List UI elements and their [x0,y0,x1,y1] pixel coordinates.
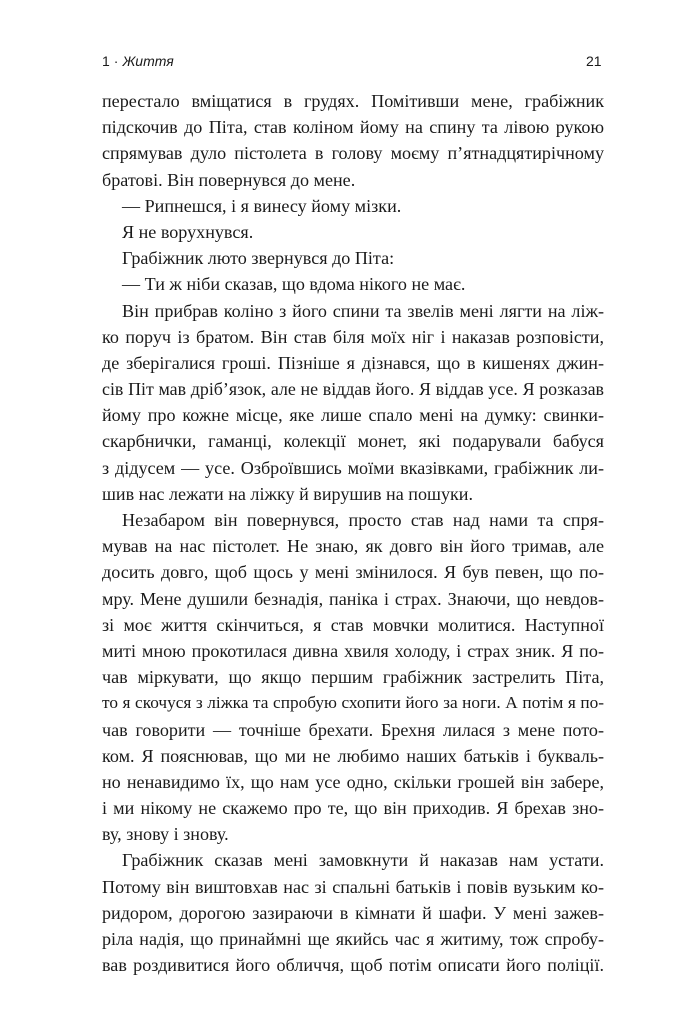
running-head [102,53,174,69]
text-line: підскочив до Піта, став коліном йому на спину та лівою рукою [102,117,604,138]
text-line: — Ти ж ніби сказав, що вдома нікого не має. [122,274,466,295]
text-line: де зберігалися гроші. Пізніше я дізнався, що в кишенях джин- [102,352,604,373]
text-line: ко поруч із братом. Він став біля моїх ніг і наказав розповісти, [102,326,604,347]
text-line: скарбнички, гаманці, колекції монет, які подарували бабуся [102,431,604,452]
text-line: ву, знову і знову. [102,824,229,845]
text-line: з дідусем — усе. Озброївшись моїми вказівками, грабіжник ли- [102,457,604,478]
chapter-number: 1 [102,53,110,69]
text-line: шив нас лежати на ліжку й вирушив на пошуки. [102,483,474,504]
text-line: то я скочуся з ліжка та спробую схопити його за ноги. А потім я по- [102,693,604,713]
text-line: Незабаром він повернувся, просто став над нами та спря- [122,510,604,530]
text-line: — Рипнешся, і я винесу йому мізки. [122,195,402,216]
text-line: ком. Я пояснював, що ми не любимо наших батьків і букваль- [102,745,604,766]
text-line: но ненавидимо їх, що нам усе одно, скільки грошей він забере, [102,771,604,792]
text-line: мував на нас пістолет. Не знаю, як довго він його тримав, але [102,536,604,557]
text-line: мру. Мене душили безнадія, паніка і страх. Знаючи, що невдов- [102,588,604,609]
header-separator: · [113,53,119,69]
text-line: чав говорити — точніше брехати. Брехня лилася з мене пото- [102,719,604,740]
text-line: Я не ворухнувся. [122,221,254,242]
text-line: Грабіжник сказав мені замовкнути й наказав нам устати. [122,850,604,871]
text-line: ріла надія, що принаймні ще якийсь час я житиму, тож спробу- [102,929,604,949]
text-line: сів Піт мав дріб’язок, але не віддав його. Я віддав усе. Я розказав [102,379,604,400]
chapter-title: Життя [122,53,174,69]
text-line: перестало вміщатися в грудях. Помітивши мене, грабіжник [102,91,604,111]
text-line: братові. Він повернувся до мене. [102,169,356,190]
text-line: Грабіжник люто звернувся до Піта: [122,248,395,269]
page-number: 21 [586,53,602,69]
text-line: досить довго, щоб щось у мені змінилося. Я був певен, що по- [102,562,604,583]
text-line: йому про кожне місце, яке лише спало мені на думку: свинки- [102,405,604,426]
body-text [102,88,604,978]
text-line: Потому він виштовхав нас зі спальні батьків і повів вузьким ко- [102,876,604,897]
text-line: Він прибрав коліно з його спини та звелів мені лягти на ліж- [122,300,604,321]
text-line: і ми нікому не скажемо про те, що він приходив. Я брехав зно- [102,798,604,819]
text-line: вав роздивитися його обличчя, щоб потім описати його поліції. [102,955,604,976]
text-line: зі моє життя скінчиться, я став мовчки молитися. Наступної [102,614,604,635]
text-line: чав міркувати, що якщо першим грабіжник застрелить Піта, [102,667,604,688]
text-line: миті мною прокотилася дивна хвиля холоду, і страх зник. Я по- [102,640,604,661]
text-line: спрямував дуло пістолета в голову моєму п’ятнадцятирічному [102,143,604,164]
text-line: ридором, дорогою зазираючи в кімнати й шафи. У мені зажев- [102,902,604,923]
